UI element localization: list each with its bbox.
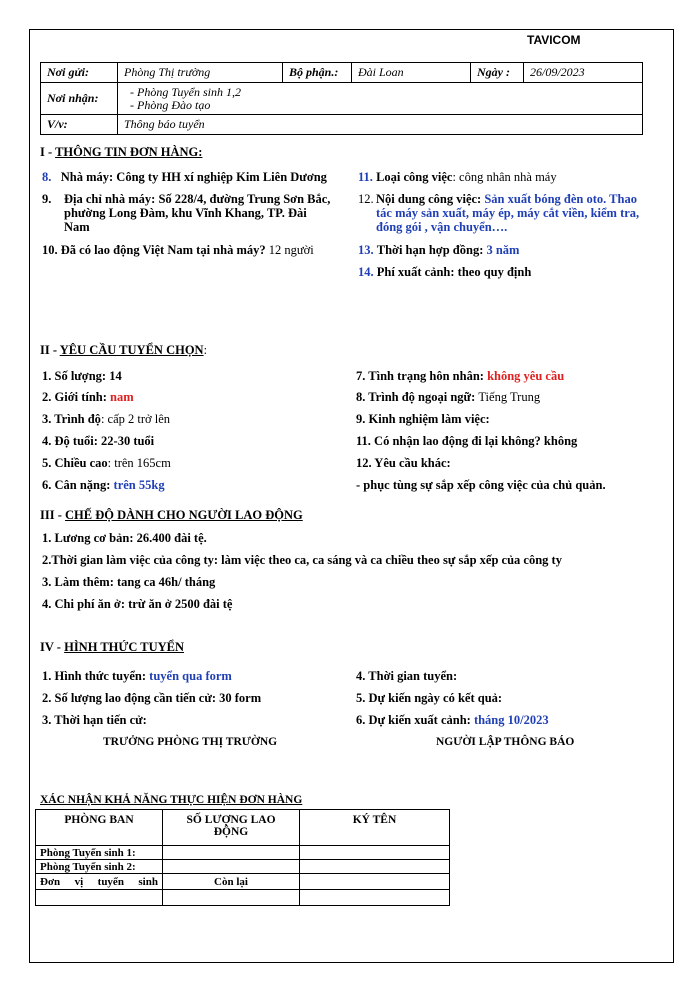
sender-label: Nơi gửi: xyxy=(41,63,118,83)
date-label: Ngày : xyxy=(471,63,524,83)
row-unit: Đơn vị tuyển sinh xyxy=(36,874,163,890)
item-10: 10. Đã có lao động Việt Nam tại nhà máy? 12 người xyxy=(42,243,314,257)
section-1-heading: I - THÔNG TIN ĐƠN HÀNG: xyxy=(40,145,203,159)
req-weight: 6. Cân nặng: trên 55kg xyxy=(42,478,165,492)
recruit-forms: 2. Số lượng lao động cần tiến cử: 30 form xyxy=(42,691,262,705)
recruit-method: 1. Hình thức tuyển: tuyển qua form xyxy=(42,669,232,683)
recruit-result-date: 5. Dự kiến ngày có kết quả: xyxy=(356,691,503,705)
req-language: 8. Trình độ ngoại ngữ: Tiếng Trung xyxy=(356,390,541,404)
sender-value: Phòng Thị trường xyxy=(118,63,283,83)
col-department: PHÒNG BAN xyxy=(36,810,163,846)
req-marital: 7. Tình trạng hôn nhân: không yêu cầu xyxy=(356,369,565,383)
header-table xyxy=(40,62,643,135)
section-4-heading: IV - HÌNH THỨC TUYỂN xyxy=(40,640,185,654)
req-quantity: 1. Số lượng: 14 xyxy=(42,369,122,383)
item-14: 14. Phí xuất cảnh: theo quy định xyxy=(358,265,532,279)
confirm-title: XÁC NHẬN KHẢ NĂNG THỰC HIỆN ĐƠN HÀNG xyxy=(40,794,303,806)
item-8: 8. Nhà máy: Công ty HH xí nghiệp Kim Liên Dương xyxy=(42,170,327,184)
req-other-detail: - phục tùng sự sắp xếp công việc của chủ quản. xyxy=(356,478,606,492)
confirm-table xyxy=(35,809,450,906)
req-commute: 11. Có nhận lao động đi lại không? không xyxy=(356,434,578,448)
date-value: 26/09/2023 xyxy=(524,63,643,83)
req-other: 12. Yêu cầu khác: xyxy=(356,456,451,470)
item-12: 12. Nội dung công việc: Sản xuất bóng đèn oto. Thao tác máy sản xuất, máy ép, máy cắt viền, kiểm tra, đóng gói , vận chuyển…. xyxy=(358,192,640,234)
req-gender: 2. Giới tính: nam xyxy=(42,390,134,404)
item-9: 9. Địa chỉ nhà máy: Số 228/4, đường Trung Sơn Bắc, phường Long Đàm, khu Vĩnh Khang, TP. Đài Nam xyxy=(42,192,331,234)
section-2-heading: II - YÊU CẦU TUYỂN CHỌN: xyxy=(40,343,208,357)
req-height: 5. Chiều cao: trên 165cm xyxy=(42,456,171,470)
subject-value: Thông báo tuyển xyxy=(118,115,643,135)
benefit-hours: 2.Thời gian làm việc của công ty: làm việc theo ca, ca sáng và ca chiều theo sự sắp xếp của công ty xyxy=(42,553,562,567)
signature-left: TRƯỞNG PHÒNG THỊ TRƯỜNG xyxy=(103,736,278,748)
req-experience: 9. Kinh nghiệm làm việc: xyxy=(356,412,490,426)
row-dept-2: Phòng Tuyển sinh 2: xyxy=(36,860,163,874)
item-11: 11. Loại công việc: công nhân nhà máy xyxy=(358,170,557,184)
benefit-housing: 4. Chi phí ăn ở: trừ ăn ở 2500 đài tệ xyxy=(42,597,233,611)
dept-label: Bộ phận.: xyxy=(283,63,352,83)
benefit-salary: 1. Lương cơ bản: 26.400 đài tệ. xyxy=(42,531,207,545)
dept-value: Đài Loan xyxy=(352,63,471,83)
subject-label: V/v: xyxy=(41,115,118,135)
recipient-label: Nơi nhận: xyxy=(41,83,118,115)
recruit-departure: 6. Dự kiến xuất cảnh: tháng 10/2023 xyxy=(356,713,549,727)
col-signature: KÝ TÊN xyxy=(300,810,450,846)
signature-right: NGƯỜI LẬP THÔNG BÁO xyxy=(436,736,575,748)
req-age: 4. Độ tuổi: 22-30 tuổi xyxy=(42,434,155,448)
recipient-line-1: - Phòng Tuyển sinh 1,2 xyxy=(130,84,241,99)
col-quantity: SỐ LƯỢNG LAO ĐỘNG xyxy=(163,810,300,846)
item-13: 13. Thời hạn hợp đồng: 3 năm xyxy=(358,243,520,257)
section-3-heading: III - CHẾ ĐỘ DÀNH CHO NGƯỜI LAO ĐỘNG xyxy=(40,508,303,522)
brand-name: TAVICOM xyxy=(527,33,581,47)
benefit-overtime: 3. Làm thêm: tang ca 46h/ tháng xyxy=(42,575,216,589)
recruit-time: 4. Thời gian tuyển: xyxy=(356,669,458,683)
row-dept-1: Phòng Tuyển sinh 1: xyxy=(36,846,163,860)
recruit-deadline: 3. Thời hạn tiến cử: xyxy=(42,713,147,727)
row-remaining: Còn lại xyxy=(163,874,300,890)
recipient-line-2: - Phòng Đào tạo xyxy=(130,97,211,112)
req-education: 3. Trình độ: cấp 2 trở lên xyxy=(42,412,171,426)
